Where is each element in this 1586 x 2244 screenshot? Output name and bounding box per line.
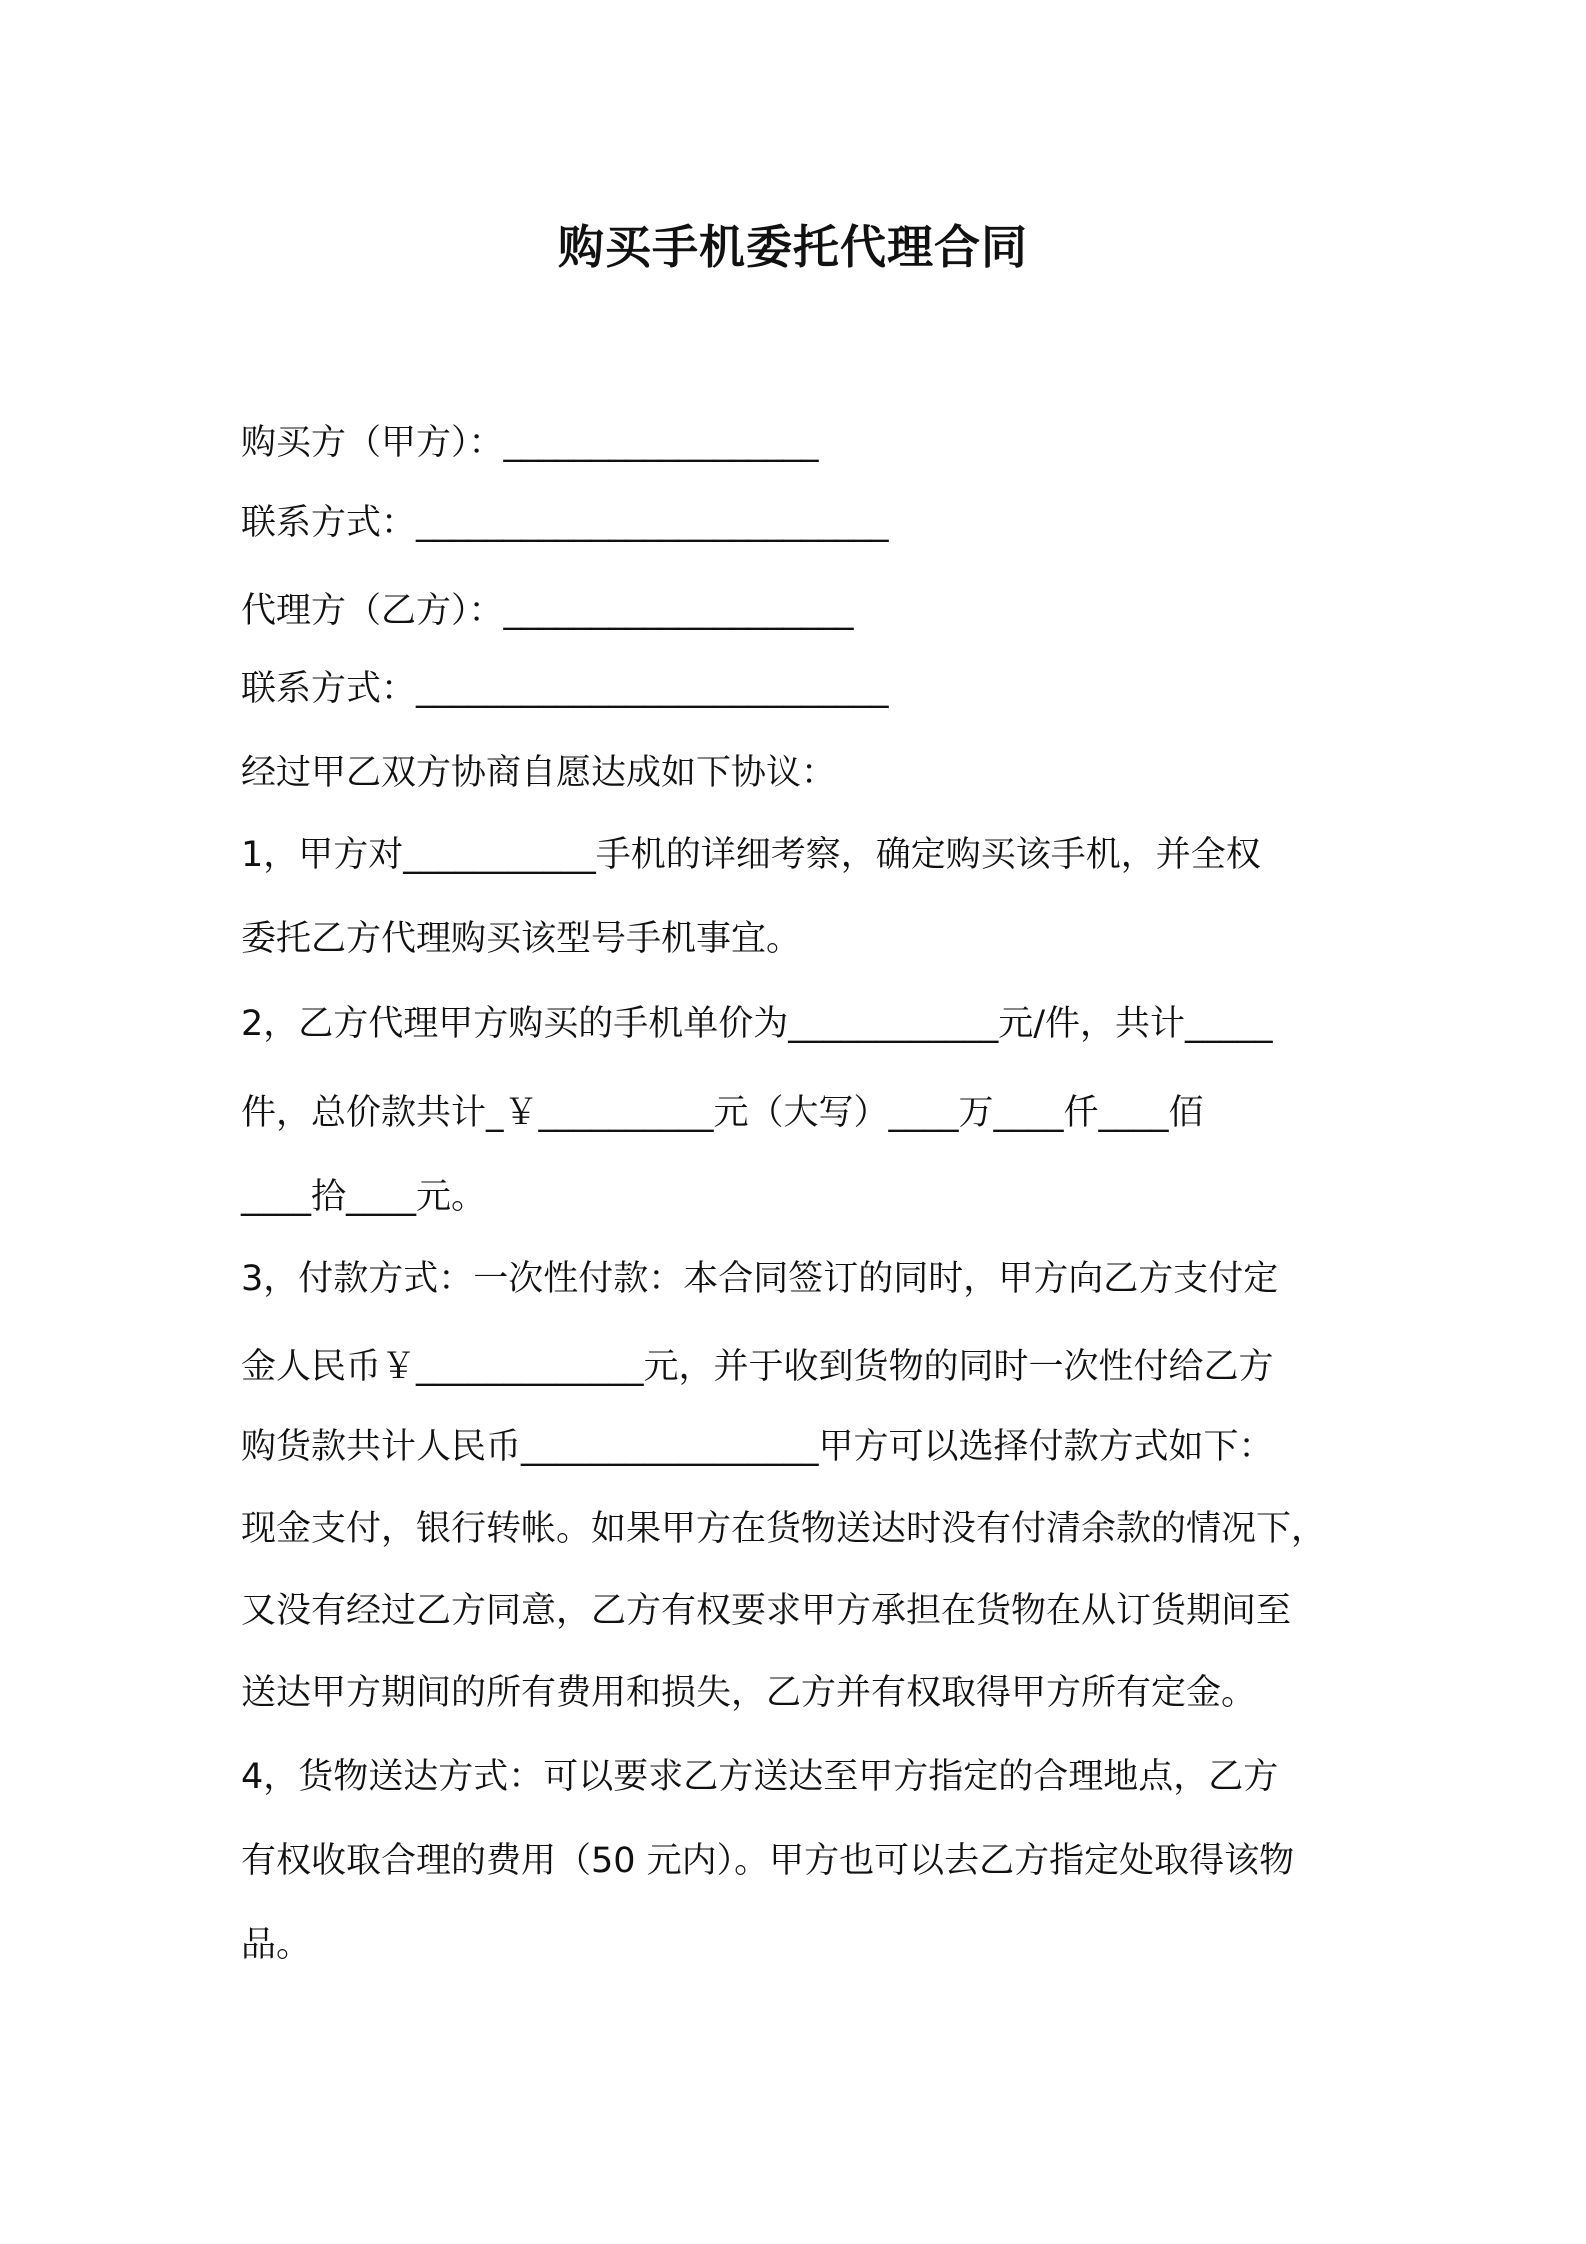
clause-3-line-2: 金人民币￥_____________元，并于收到货物的同时一次性付给乙方	[241, 1347, 1274, 1387]
clause-3-line-3: 购货款共计人民币_________________甲方可以选择付款方式如下：	[241, 1427, 1274, 1467]
clause-4-line-2: 有权收取合理的费用（50 元内）。甲方也可以去乙方指定处取得该物	[241, 1841, 1295, 1881]
clause-3-line-6: 送达甲方期间的所有费用和损失，乙方并有权取得甲方所有定金。	[241, 1673, 1257, 1713]
clause-4-line-1: 4，货物送达方式：可以要求乙方送达至甲方指定的合理地点，乙方	[241, 1757, 1279, 1797]
buyer-contact-line: 联系方式：___________________________	[241, 503, 889, 543]
clause-3-line-4: 现金支付，银行转帐。如果甲方在货物送达时没有付清余款的情况下，	[241, 1509, 1327, 1549]
clause-2-line-2: 件，总价款共计_￥__________元（大写）____万____仟____佰	[241, 1093, 1204, 1133]
agent-party-line: 代理方（乙方）：____________________	[241, 591, 854, 631]
agreement-intro: 经过甲乙双方协商自愿达成如下协议：	[241, 753, 837, 793]
clause-1-line-2: 委托乙方代理购买该型号手机事宜。	[241, 919, 802, 959]
buyer-party-line: 购买方（甲方）：__________________	[241, 423, 819, 463]
clause-3-line-1: 3，付款方式：一次性付款：本合同签订的同时，甲方向乙方支付定	[241, 1259, 1279, 1299]
agent-contact-line: 联系方式：___________________________	[241, 669, 889, 709]
clause-1-line-1: 1，甲方对___________手机的详细考察，确定购买该手机，并全权	[241, 835, 1261, 875]
document-title: 购买手机委托代理合同	[558, 220, 1028, 274]
clause-4-line-3: 品。	[241, 1925, 312, 1965]
clause-3-line-5: 又没有经过乙方同意，乙方有权要求甲方承担在货物在从订货期间至	[241, 1591, 1292, 1631]
clause-2-line-3: ____拾____元。	[241, 1177, 487, 1217]
clause-2-line-1: 2，乙方代理甲方购买的手机单价为____________元/件，共计_____	[241, 1004, 1273, 1044]
